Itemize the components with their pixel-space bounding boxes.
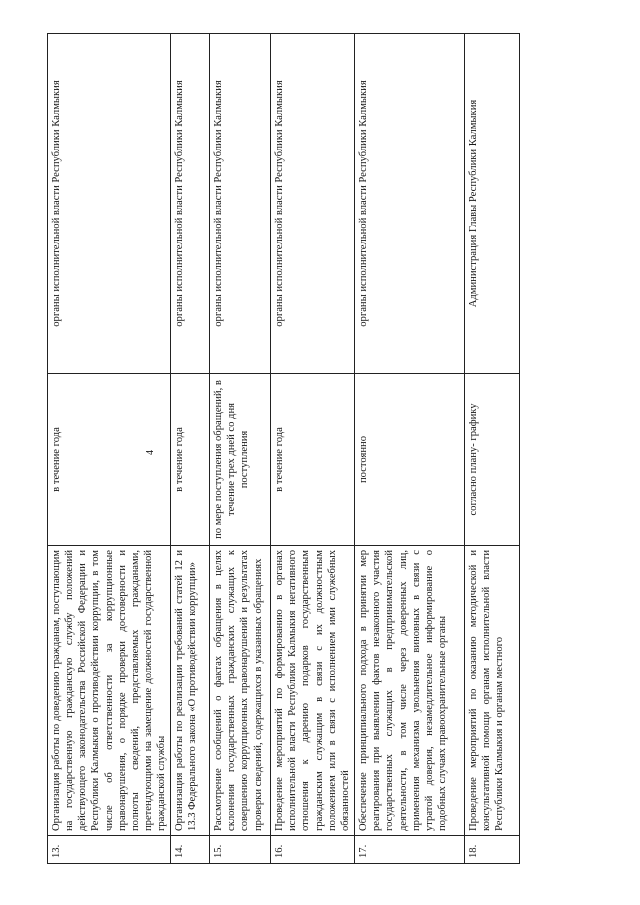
row-number: 18. xyxy=(465,836,520,864)
measure-description: Проведение мероприятий по формированию в органах исполнительной власти Республики Калмыкия негативного отношения к дарению подарков государственным гражданским служащим в связи с их должностным положением или в связи с исполнением ими служебных обязанностей xyxy=(271,546,355,836)
measure-term: в течение года xyxy=(171,374,210,546)
measure-responsible: органы исполнительной власти Республики Калмыкия xyxy=(271,34,355,374)
measure-description: Рассмотрение сообщений о фактах обращения в целях склонения государственных гражданских служащих к совершению коррупционных правонарушений и результатах проверки сведений, содержащихся в указанных обращениях xyxy=(210,546,271,836)
table-row xyxy=(465,34,520,864)
table-row xyxy=(210,34,271,864)
measure-responsible: органы исполнительной власти Республики Калмыкия xyxy=(171,34,210,374)
measure-description: Обеспечение принципиального подхода в принятии мер реагирования при выявлении фактов незаконного участия государственных служащих в предпринимательской деятельности, в том числе через доверенных лиц, применения механизма увольнения виновных в связи с утратой доверия, незамедлительное информирование о подобных случаях правоохранительные органы xyxy=(355,546,465,836)
measure-description: Проведение мероприятий по оказанию методической и консультативной помощи органам исполнительной власти Республики Калмыкия и органам местного xyxy=(465,546,520,836)
measure-term: постоянно xyxy=(355,374,465,546)
measure-responsible: органы исполнительной власти Республики Калмыкия xyxy=(355,34,465,374)
row-number: 17. xyxy=(355,836,465,864)
measure-term: в течение года xyxy=(271,374,355,546)
measures-table xyxy=(47,33,520,864)
page-number: 4 xyxy=(145,450,156,455)
table-row xyxy=(355,34,465,864)
table-row xyxy=(48,34,171,864)
measure-term: в течение года xyxy=(48,374,171,546)
measure-description: Организация работы по реализации требований статей 12 и 13.3 Федерального закона «О противодействии коррупции» xyxy=(171,546,210,836)
row-number: 13. xyxy=(48,836,171,864)
measure-term: согласно плану- графику xyxy=(465,374,520,546)
row-number: 14. xyxy=(171,836,210,864)
measure-term: по мере поступления обращений, в течение трех дней со дня поступления xyxy=(210,374,271,546)
measure-description: Организация работы по доведению гражданам, поступающим на государственную гражданскую службу положений действующего законодательства Российской Федерации и Республики Калмыкия о противодействии коррупции, в том числе об ответственности за коррупционные правонарушения, о порядке проверки достоверности и полноты сведений, представляемых гражданами, претендующими на замещение должностей государственной гражданской службы xyxy=(48,546,171,836)
table-row xyxy=(171,34,210,864)
measure-responsible: Администрация Главы Республики Калмыкия xyxy=(465,34,520,374)
row-number: 15. xyxy=(210,836,271,864)
measure-responsible: органы исполнительной власти Республики Калмыкия xyxy=(210,34,271,374)
rotated-page-content xyxy=(47,34,552,864)
measure-responsible: органы исполнительной власти Республики Калмыкия xyxy=(48,34,171,374)
row-number: 16. xyxy=(271,836,355,864)
table-row xyxy=(271,34,355,864)
